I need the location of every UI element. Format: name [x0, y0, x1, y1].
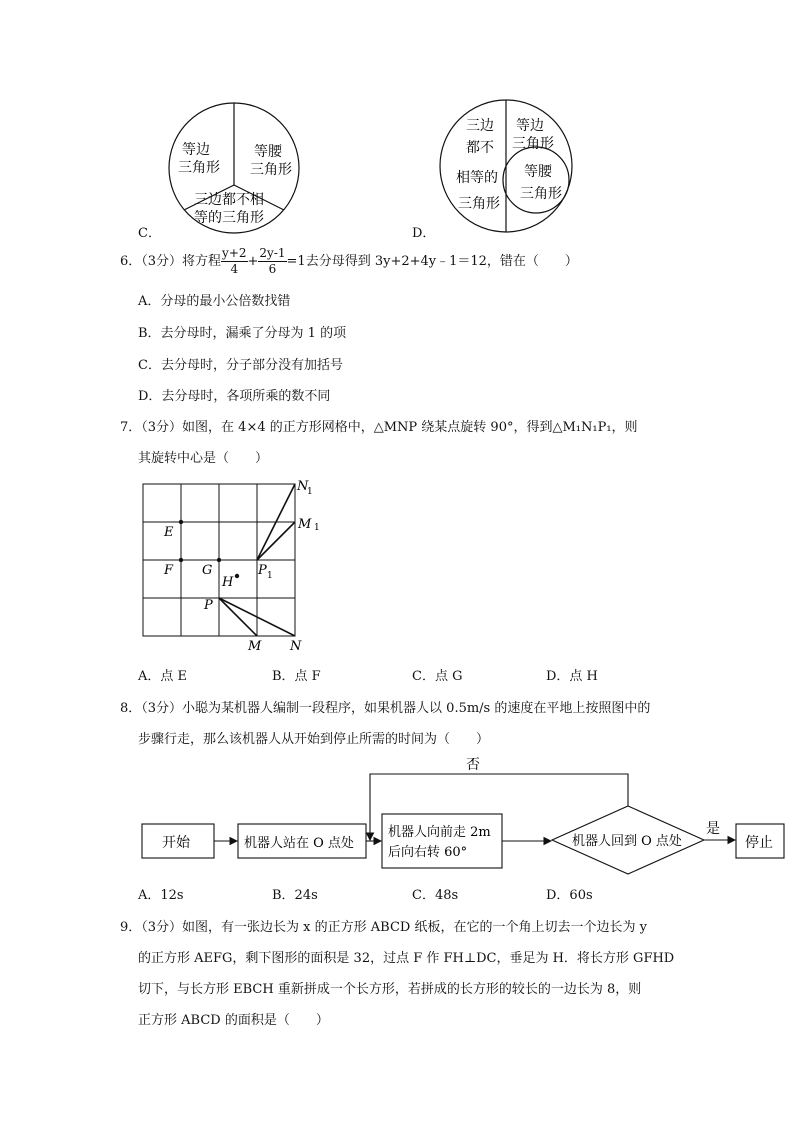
- q8-option-a: A．12s: [138, 888, 184, 903]
- c-left-top: 等边: [182, 142, 210, 158]
- label-M: M: [248, 639, 262, 654]
- flow-move-1: 机器人向前走 2m: [388, 825, 491, 840]
- label-N: N: [290, 639, 302, 654]
- q6-frac2-den: 6: [268, 262, 277, 276]
- q8-option-c: C．48s: [412, 888, 459, 903]
- q7-option-b: B．点 F: [272, 669, 321, 684]
- d-left-3: 相等的: [456, 170, 498, 186]
- label-P1-sub: 1: [267, 571, 273, 581]
- q6-stem: [120, 246, 578, 277]
- q5-option-c-figure: [160, 100, 310, 235]
- q6-fraction-2: [258, 246, 286, 277]
- flow-no: 否: [466, 757, 480, 773]
- q6-frac1-num: y+2: [222, 246, 247, 260]
- label-P1: P: [258, 563, 267, 578]
- label-H: H: [222, 575, 234, 590]
- q9-line-1: 9．（3分）如图，有一张边长为 x 的正方形 ABCD 纸板，在它的一个角上切去一个边长为 y: [120, 920, 647, 935]
- q8-line-1: 8．（3分）小聪为某机器人编制一段程序，如果机器人以 0.5m/s 的速度在平地上按照图中的: [120, 701, 651, 716]
- d-top-right-2: 三角形: [512, 136, 554, 152]
- label-G: G: [202, 563, 213, 578]
- label-E: E: [164, 525, 174, 540]
- q7-option-c: C．点 G: [412, 669, 463, 684]
- q5-option-d-label: D．: [412, 226, 436, 241]
- d-inner-2: 三角形: [520, 186, 562, 202]
- flow-check: 机器人回到 O 点处: [572, 834, 682, 849]
- q6-option-a: A．分母的最小公倍数找错: [138, 294, 291, 309]
- q8-line-2: 步骤行走，那么该机器人从开始到停止所需的时间为（ ）: [138, 732, 490, 747]
- q8-flowchart: [138, 756, 788, 881]
- c-right-top: 等腰: [254, 144, 282, 160]
- q9-line-3: 切下，与长方形 EBCH 重新拼成一个长方形，若拼成的长方形的较长的一边长为 8，则: [138, 982, 642, 997]
- label-M1: M: [298, 517, 312, 532]
- q6-equals: =1: [286, 254, 306, 269]
- flow-move-2: 后向右转 60°: [388, 845, 468, 860]
- c-bottom-top: 三边都不相: [194, 192, 264, 208]
- label-F: F: [164, 563, 174, 578]
- d-left-2: 都不: [466, 140, 494, 156]
- label-M1-sub: 1: [314, 523, 320, 533]
- q6-fraction-1: [221, 246, 247, 277]
- q5-option-c-label: C．: [138, 226, 161, 241]
- q7-line-1: 7．（3分）如图，在 4×4 的正方形网格中，△MNP 绕某点旋转 90°，得到△M₁N₁P₁，则: [120, 420, 638, 435]
- c-left-bottom: 三角形: [178, 160, 220, 176]
- flow-start: 开始: [162, 835, 190, 851]
- q6-plus: +: [247, 254, 259, 269]
- q9-line-2: 的正方形 AEFG，剩下图形的面积是 32，过点 F 作 FH⊥DC，垂足为 H．将长方形 GFHD: [138, 951, 675, 966]
- q6-prefix: 6．（3分）将方程: [120, 254, 222, 269]
- q6-option-d: D．去分母时，各项所乘的数不同: [138, 389, 331, 404]
- d-left-4: 三角形: [458, 196, 500, 212]
- q6-frac1-den: 4: [230, 262, 239, 276]
- d-inner-1: 等腰: [524, 164, 552, 180]
- q6-frac2-num: 2y-1: [259, 246, 286, 260]
- q9-line-4: 正方形 ABCD 的面积是（ ）: [138, 1013, 329, 1028]
- q6-option-b: B．去分母时，漏乘了分母为 1 的项: [138, 326, 347, 341]
- q5-option-d-figure: [438, 98, 588, 238]
- d-left-1: 三边: [466, 118, 494, 134]
- label-P: P: [204, 598, 213, 613]
- q7-option-a: A．点 E: [138, 669, 188, 684]
- flow-stop: 停止: [745, 835, 773, 851]
- q6-suffix: 去分母得到 3y+2+4y﹣1＝12，错在（ ）: [305, 254, 578, 269]
- q7-option-d: D．点 H: [546, 669, 598, 684]
- q8-option-d: D．60s: [546, 888, 593, 903]
- d-top-right-1: 等边: [516, 118, 544, 134]
- c-bottom-bottom: 等的三角形: [194, 210, 264, 226]
- q7-grid-figure: [130, 470, 340, 660]
- label-N1-sub: 1: [307, 487, 313, 497]
- q6-option-c: C．去分母时，分子部分没有加括号: [138, 358, 343, 373]
- q8-option-b: B．24s: [272, 888, 318, 903]
- flow-stand: 机器人站在 O 点处: [244, 836, 354, 851]
- flow-yes: 是: [706, 821, 720, 837]
- q7-line-2: 其旋转中心是（ ）: [138, 451, 269, 466]
- label-N1: N: [297, 479, 309, 494]
- c-right-bottom: 三角形: [250, 162, 292, 178]
